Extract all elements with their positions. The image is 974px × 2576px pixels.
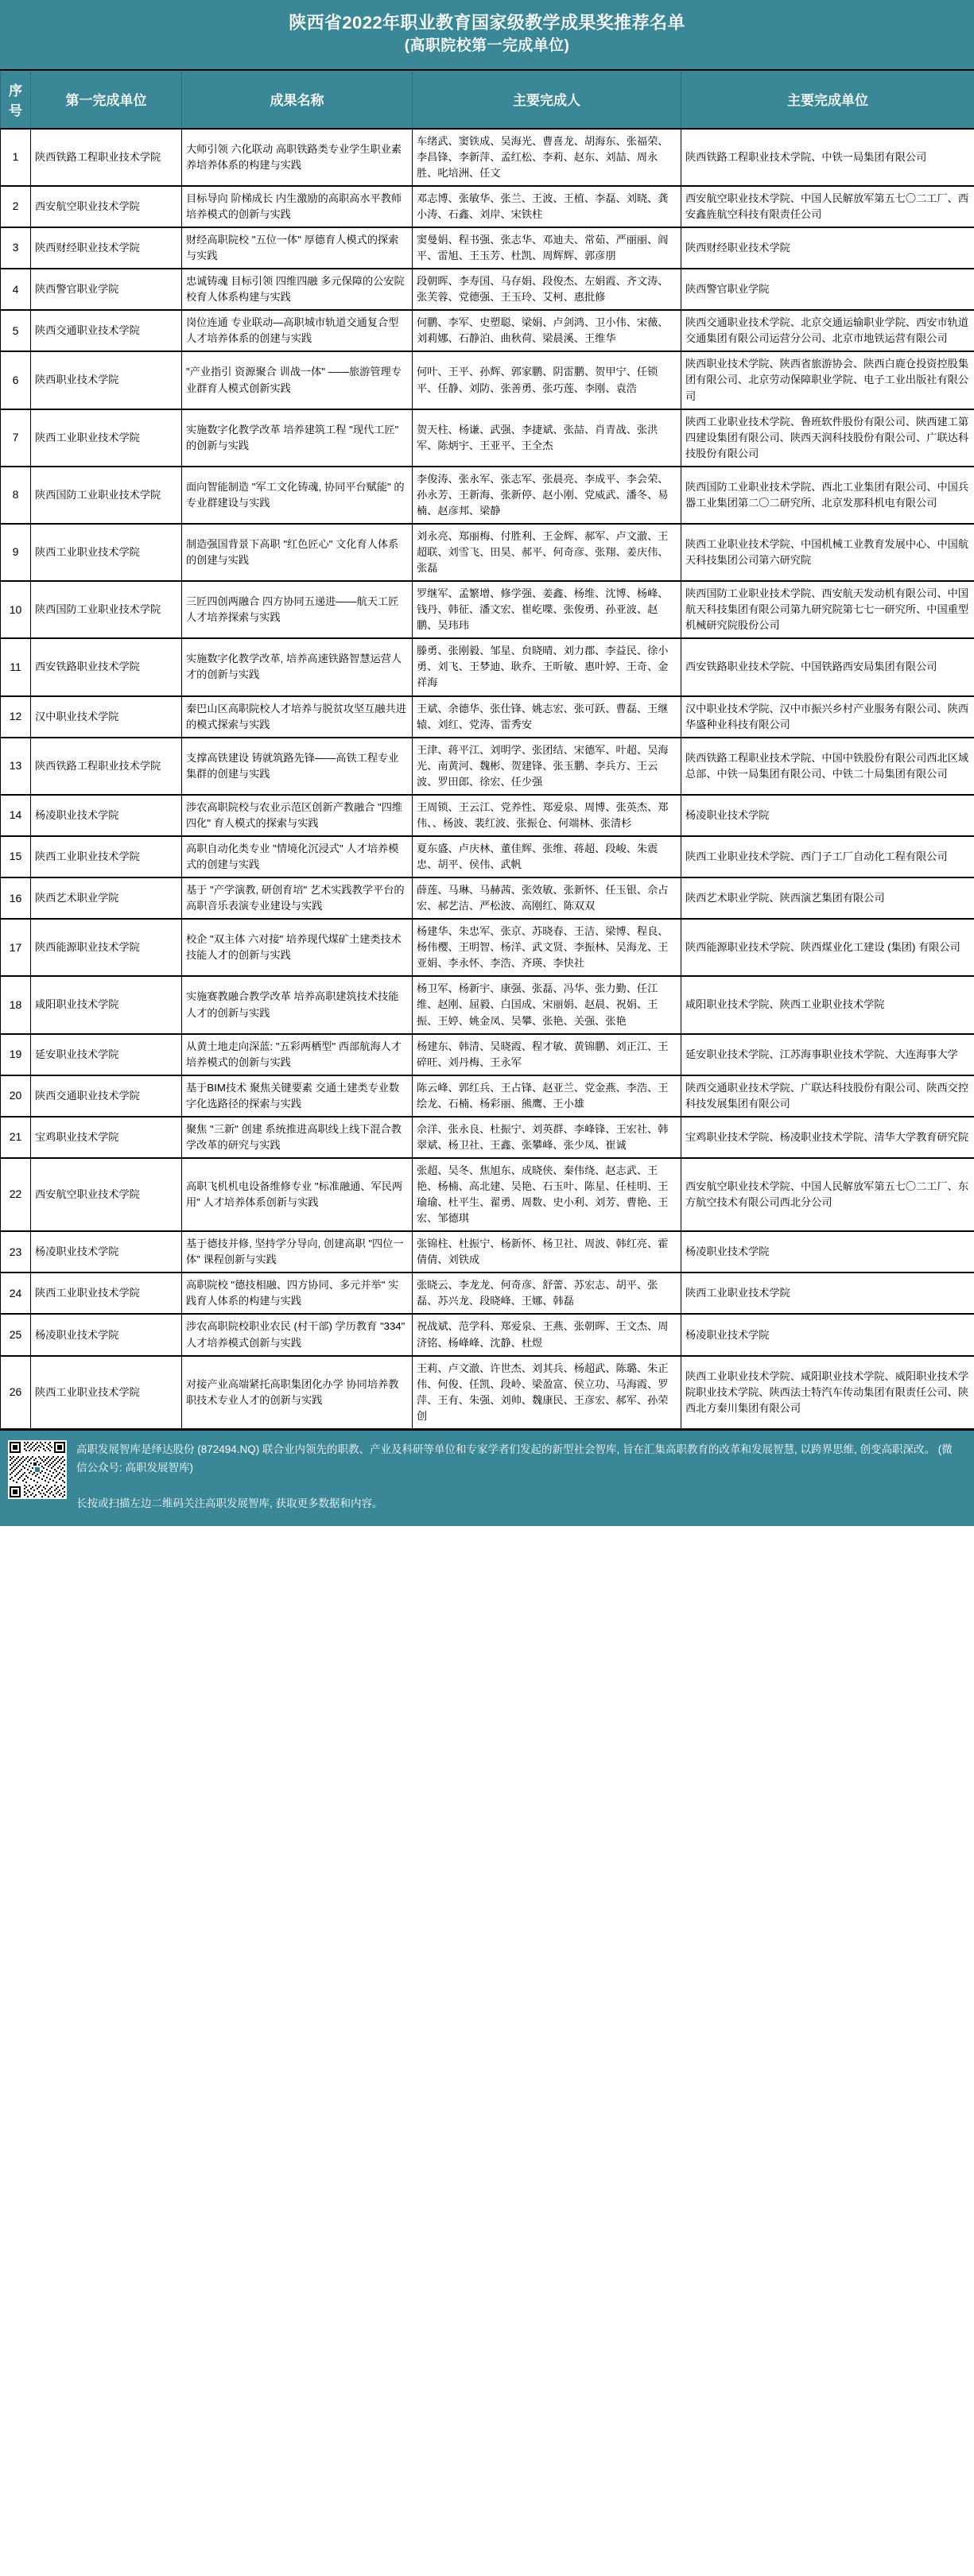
page-subtitle: (高职院校第一完成单位) [404, 37, 570, 55]
row-index: 11 [1, 638, 31, 695]
row-first-unit: 西安航空职业技术学院 [31, 1158, 182, 1231]
row-main-units: 陕西国防工业职业技术学院、西北工业集团有限公司、中国兵器工业集团第二〇二研究所、北京发那科机电有限公司 [681, 467, 974, 524]
table-row [1, 524, 974, 581]
row-main-people: 杨卫军、杨新宇、康强、张磊、冯华、张力勤、任江维、赵刚、屈毅、白国成、宋丽娟、赵晨、祝娟、王振、王婷、姚金凤、吴攀、张艳、关强、张艳 [413, 976, 681, 1033]
row-achievement-name: 高职自动化类专业 "情境化沉浸式" 人才培养模式的创建与实践 [182, 836, 413, 877]
row-achievement-name: 涉农高职院校与农业示范区创新产教融合 "四维四化" 育人模式的探索与实践 [182, 795, 413, 836]
row-index: 7 [1, 409, 31, 467]
recommendation-table [0, 71, 974, 1429]
row-main-units: 陕西工业职业技术学院、鲁班软件股份有限公司、陕西建工第四建设集团有限公司、陕西天润科技股份有限公司、广联达科技股份有限公司 [681, 409, 974, 467]
table-row [1, 269, 974, 310]
row-main-people: 段朝晖、李寿国、马存娟、段俊杰、左娟霞、齐文涛、张芙蓉、党德强、王玉玲、艾柯、惠批修 [413, 269, 681, 310]
row-main-units: 杨凌职业技术学院 [681, 1231, 974, 1273]
row-main-people: 杨建东、韩清、吴晓霞、程才敏、黄锦鹏、刘正江、王碎旺、刘丹梅、王永军 [413, 1034, 681, 1075]
row-index: 17 [1, 919, 31, 976]
table-row [1, 836, 974, 877]
row-index: 1 [1, 129, 31, 186]
row-main-units: 陕西警官职业学院 [681, 269, 974, 310]
row-main-people: 滕勇、张刚毅、邹星、贠晓晴、刘力郡、李益民、徐小勇、刘飞、王梦迪、耿乔、王昕敏、惠叶婷、王奇、金祥海 [413, 638, 681, 695]
page-title: 陕西省2022年职业教育国家级教学成果奖推荐名单 [289, 13, 685, 33]
row-first-unit: 汉中职业技术学院 [31, 696, 182, 738]
row-main-people: 陈云峰、郭红兵、王占锋、赵亚兰、党金燕、李浩、王绘龙、石楠、杨彩丽、熊鹰、王小雄 [413, 1075, 681, 1117]
column-header-main-units: 主要完成单位 [681, 71, 974, 129]
row-index: 6 [1, 351, 31, 409]
table-row [1, 1117, 974, 1158]
row-first-unit: 宝鸡职业技术学院 [31, 1117, 182, 1158]
row-achievement-name: 目标导向 阶梯成长 内生激励的高职高水平教师培养模式的创新与实践 [182, 186, 413, 227]
row-main-units: 宝鸡职业技术学院、杨凌职业技术学院、清华大学教育研究院 [681, 1117, 974, 1158]
column-header-main-people: 主要完成人 [413, 71, 681, 129]
row-main-people: 王斌、余德华、张仕锋、姚志宏、张可跃、曹磊、王继辕、刘红、党涛、雷秀安 [413, 696, 681, 738]
row-achievement-name: 三匠四创两融合 四方协同五递进——航天工匠人才培养探索与实践 [182, 581, 413, 638]
row-index: 8 [1, 467, 31, 524]
row-first-unit: 陕西交通职业技术学院 [31, 1075, 182, 1117]
row-main-people: 薛莲、马琳、马赫茜、张效敏、张新怀、任玉银、佘占宏、郝艺洁、严松波、高刚红、陈双双 [413, 877, 681, 919]
row-achievement-name: 高职飞机机电设备维修专业 "标准融通、军民两用" 人才培养体系创新与实践 [182, 1158, 413, 1231]
table-row [1, 129, 974, 186]
table-row [1, 1158, 974, 1231]
row-achievement-name: 财经高职院校 "五位一体" 厚德育人模式的探索与实践 [182, 227, 413, 269]
row-achievement-name: 制造强国背景下高职 "红色匠心" 文化育人体系的创建与实践 [182, 524, 413, 581]
row-main-units: 陕西能源职业技术学院、陕西煤业化工建设 (集团) 有限公司 [681, 919, 974, 976]
row-main-people: 邓志博、张敏华、张兰、王波、王植、李磊、刘晓、龚小涛、石鑫、刘岸、宋铁柱 [413, 186, 681, 227]
column-header-achievement-name: 成果名称 [182, 71, 413, 129]
row-achievement-name: 基于德技并修, 坚持学分导向, 创建高职 "四位一体" 课程创新与实践 [182, 1231, 413, 1273]
table-row [1, 738, 974, 795]
row-achievement-name: 忠诚铸魂 目标引领 四维四融 多元保障的公安院校育人体系构建与实践 [182, 269, 413, 310]
row-achievement-name: 校企 "双主体 六对接" 培养现代煤矿土建类技术技能人才的创新与实践 [182, 919, 413, 976]
row-main-people: 杨建华、朱忠军、张京、苏晓春、王洁、梁博、程良、杨伟樱、王明智、杨洋、武文贤、李振林、吴海龙、王亚娟、李永怀、李浩、齐瑛、李快社 [413, 919, 681, 976]
row-main-units: 陕西工业职业技术学院、西门子工厂自动化工程有限公司 [681, 836, 974, 877]
row-index: 19 [1, 1034, 31, 1075]
row-main-people: 夏东盛、卢庆林、董佳辉、张维、蒋超、段峻、朱震忠、胡平、侯伟、武帆 [413, 836, 681, 877]
table-row [1, 795, 974, 836]
row-first-unit: 陕西艺术职业学院 [31, 877, 182, 919]
row-index: 4 [1, 269, 31, 310]
row-achievement-name: 实施赛教融合教学改革 培养高职建筑技术技能人才的创新与实践 [182, 976, 413, 1033]
row-first-unit: 延安职业技术学院 [31, 1034, 182, 1075]
footer-paragraph-2: 长按或扫描左边二维码关注高职发展智库, 获取更多数据和内容。 [76, 1497, 383, 1510]
row-index: 20 [1, 1075, 31, 1117]
row-index: 3 [1, 227, 31, 269]
row-first-unit: 陕西警官职业学院 [31, 269, 182, 310]
table-header [1, 71, 974, 129]
row-first-unit: 陕西工业职业技术学院 [31, 1273, 182, 1314]
row-index: 10 [1, 581, 31, 638]
table-row [1, 1075, 974, 1117]
table-row [1, 186, 974, 227]
row-main-people: 王周锁、王云江、党养性、郑爱泉、周博、张英杰、郑伟、、杨波、裴红波、张振仓、何端林、张清杉 [413, 795, 681, 836]
footer-paragraph-1: 高职发展智库是绎达股份 (872494.NQ) 联合业内领先的职教、产业及科研等单位和专家学者们发起的新型社会智库, 旨在汇集高职教育的改革和发展智慧, 以跨界思维, 创变高职深改。 (微信公众号: 高职发展智库) [76, 1443, 953, 1474]
table-row [1, 351, 974, 409]
row-main-people: 王莉、卢文澈、许世杰、刘其兵、杨超武、陈璐、朱正伟、何俊、任凯、段岭、梁盈富、侯立功、马海霞、罗萍、王有、朱强、刘帅、魏康民、王彦宏、郝军、孙荣创 [413, 1356, 681, 1429]
row-main-people: 刘永亮、郑丽梅、付胜利、王金辉、郝军、卢文澈、王超联、刘雪飞、田昊、郝平、何奇彦、张翔、姜庆伟、张磊 [413, 524, 681, 581]
row-first-unit: 陕西国防工业职业技术学院 [31, 581, 182, 638]
row-achievement-name: 聚焦 "三新" 创建 系统推进高职线上线下混合教学改革的研究与实践 [182, 1117, 413, 1158]
row-main-people: 王津、蒋平江、刘明学、张团结、宋德军、叶超、吴海光、南黄河、魏彬、贺建锋、张玉鹏、李兵方、王云波、罗田郎、徐宏、任少强 [413, 738, 681, 795]
row-first-unit: 陕西财经职业技术学院 [31, 227, 182, 269]
row-index: 22 [1, 1158, 31, 1231]
table-row [1, 227, 974, 269]
row-main-units: 陕西职业技术学院、陕西省旅游协会、陕西白鹿仓投资控股集团有限公司、北京劳动保障职业学院、电子工业出版社有限公司 [681, 351, 974, 409]
row-index: 21 [1, 1117, 31, 1158]
row-main-units: 陕西财经职业技术学院 [681, 227, 974, 269]
table-row [1, 877, 974, 919]
row-main-units: 陕西工业职业技术学院 [681, 1273, 974, 1314]
row-index: 23 [1, 1231, 31, 1273]
row-first-unit: 杨凌职业技术学院 [31, 1314, 182, 1355]
table-row [1, 1273, 974, 1314]
row-achievement-name: 面向智能制造 "军工文化铸魂, 协同平台赋能" 的专业群建设与实践 [182, 467, 413, 524]
row-index: 14 [1, 795, 31, 836]
row-index: 13 [1, 738, 31, 795]
footer-text [76, 1440, 963, 1513]
row-main-people: 祝战斌、范学科、郑爱泉、王燕、张朝晖、王文杰、周济铭、杨峰峰、沈静、杜煜 [413, 1314, 681, 1355]
column-header-index: 序号 [1, 71, 31, 129]
row-achievement-name: 高职院校 "德技相融、四方协同、多元并举" 实践育人体系的构建与实践 [182, 1273, 413, 1314]
row-index: 24 [1, 1273, 31, 1314]
table-row [1, 638, 974, 695]
table-body [1, 129, 974, 1429]
row-index: 9 [1, 524, 31, 581]
row-achievement-name: 从黄土地走向深蓝: "五彩两栖型" 西部航海人才培养模式的创新与实践 [182, 1034, 413, 1075]
table-row [1, 467, 974, 524]
row-first-unit: 陕西工业职业技术学院 [31, 1356, 182, 1429]
table-row [1, 310, 974, 351]
row-main-units: 陕西铁路工程职业技术学院、中国中铁股份有限公司西北区域总部、中铁一局集团有限公司、中铁二十局集团有限公司 [681, 738, 974, 795]
row-main-people: 窦曼娟、程书强、张志华、邓迪夫、常茹、严丽丽、阎平、雷旭、王玉芳、杜凯、周辉辉、郭彦朋 [413, 227, 681, 269]
row-achievement-name: 支撑高铁建设 铸就筑路先锋——高铁工程专业集群的创建与实践 [182, 738, 413, 795]
row-main-units: 陕西国防工业职业技术学院、西安航天发动机有限公司、中国航天科技集团有限公司第九研究院第七七一研究所、中国重型机械研究院股份公司 [681, 581, 974, 638]
table-row [1, 1314, 974, 1355]
qr-code-icon [8, 1440, 67, 1499]
row-main-units: 杨凌职业技术学院 [681, 1314, 974, 1355]
row-achievement-name: 涉农高职院校职业农民 (村干部) 学历教育 "334" 人才培养模式创新与实践 [182, 1314, 413, 1355]
table-row [1, 581, 974, 638]
table-row [1, 919, 974, 976]
table-header-row [1, 71, 974, 129]
row-achievement-name: "产业指引 资源聚合 训战一体" ——旅游管理专业群育人模式创新实践 [182, 351, 413, 409]
row-main-units: 杨凌职业技术学院 [681, 795, 974, 836]
row-achievement-name: 秦巴山区高职院校人才培养与脱贫攻坚互融共进的模式探索与实践 [182, 696, 413, 738]
row-achievement-name: 对接产业高端紧托高职集团化办学 协同培养教职技术专业人才的创新与实践 [182, 1356, 413, 1429]
row-main-people: 张超、吴冬、焦旭东、成晓侠、秦伟绕、赵志武、王艳、杨楠、高北建、吴艳、石玉叶、陈星、任桂明、王瑜瑜、杜平生、翟勇、周数、史小利、刘芳、曹艳、王宏、邹德琪 [413, 1158, 681, 1231]
row-main-people: 车绪武、窦铁成、吴海光、曹喜龙、胡海东、张福荣、李昌锋、李新萍、孟红松、李莉、赵东、刘喆、周永胜、叱培洲、任文 [413, 129, 681, 186]
row-main-people: 何叶、王平、孙辉、郭家鹏、阴雷鹏、贺甲宁、任锁平、任静、刘防、张善勇、张巧莲、李刚、袁浩 [413, 351, 681, 409]
row-first-unit: 西安航空职业技术学院 [31, 186, 182, 227]
row-main-people: 李俊涛、张永军、张志军、张晨亮、李成平、李会荣、孙永芳、王新海、张新停、赵小刚、党威武、潘冬、易楠、赵彦邦、梁静 [413, 467, 681, 524]
row-index: 16 [1, 877, 31, 919]
row-index: 2 [1, 186, 31, 227]
table-row [1, 976, 974, 1033]
row-index: 15 [1, 836, 31, 877]
page-title-banner [0, 0, 974, 71]
row-main-people: 张锦柱、杜振宁、杨新怀、杨卫社、周波、韩红亮、霍倩倩、刘铁成 [413, 1231, 681, 1273]
row-achievement-name: 实施数字化教学改革 培养建筑工程 "现代工匠" 的创新与实践 [182, 409, 413, 467]
row-first-unit: 西安铁路职业技术学院 [31, 638, 182, 695]
row-main-units: 陕西艺术职业学院、陕西演艺集团有限公司 [681, 877, 974, 919]
table-row [1, 1034, 974, 1075]
row-achievement-name: 基于BIM技术 聚焦关键要素 交通土建类专业数字化选路径的探索与实践 [182, 1075, 413, 1117]
column-header-first-unit: 第一完成单位 [31, 71, 182, 129]
table-row [1, 696, 974, 738]
row-main-units: 延安职业技术学院、江苏海事职业技术学院、大连海事大学 [681, 1034, 974, 1075]
row-main-units: 西安航空职业技术学院、中国人民解放军第五七〇二工厂、东方航空技术有限公司西北分公司 [681, 1158, 974, 1231]
row-main-units: 汉中职业技术学院、汉中市振兴乡村产业服务有限公司、陕西华盛种业科技有限公司 [681, 696, 974, 738]
row-achievement-name: 大师引领 六化联动 高职铁路类专业学生职业素养培养体系的构建与实践 [182, 129, 413, 186]
row-main-units: 西安铁路职业技术学院、中国铁路西安局集团有限公司 [681, 638, 974, 695]
row-main-units: 陕西交通职业技术学院、北京交通运输职业学院、西安市轨道交通集团有限公司运营分公司、北京市地铁运营有限公司 [681, 310, 974, 351]
row-first-unit: 杨凌职业技术学院 [31, 795, 182, 836]
row-index: 18 [1, 976, 31, 1033]
row-index: 26 [1, 1356, 31, 1429]
table-row [1, 1356, 974, 1429]
row-main-units: 陕西交通职业技术学院、广联达科技股份有限公司、陕西交控科技发展集团有限公司 [681, 1075, 974, 1117]
table-row [1, 409, 974, 467]
row-first-unit: 杨凌职业技术学院 [31, 1231, 182, 1273]
row-achievement-name: 实施数字化教学改革, 培养高速铁路智慧运营人才的创新与实践 [182, 638, 413, 695]
row-achievement-name: 岗位连通 专业联动—高职城市轨道交通复合型人才培养体系的创建与实践 [182, 310, 413, 351]
row-main-units: 陕西铁路工程职业技术学院、中铁一局集团有限公司 [681, 129, 974, 186]
footer-banner [0, 1429, 974, 1526]
row-first-unit: 陕西工业职业技术学院 [31, 524, 182, 581]
row-main-people: 佘洋、张永良、杜振宁、刘英群、李峰锋、王宏社、韩翠斌、杨卫社、王鑫、张攀峰、张少凤、崔诚 [413, 1117, 681, 1158]
row-first-unit: 陕西铁路工程职业技术学院 [31, 129, 182, 186]
row-main-people: 何鹏、李军、史塑聪、梁娟、卢剑鸿、卫小伟、宋薇、刘莉娜、石静泊、曲秋荷、梁晨溪、王维华 [413, 310, 681, 351]
row-first-unit: 陕西职业技术学院 [31, 351, 182, 409]
row-main-units: 陕西工业职业技术学院、中国机械工业教育发展中心、中国航天科技集团公司第六研究院 [681, 524, 974, 581]
row-first-unit: 陕西国防工业职业技术学院 [31, 467, 182, 524]
row-achievement-name: 基于 "产学演教, 研创育培" 艺术实践教学平台的高职音乐表演专业建设与实践 [182, 877, 413, 919]
row-main-units: 西安航空职业技术学院、中国人民解放军第五七〇二工厂、西安鑫旌航空科技有限责任公司 [681, 186, 974, 227]
row-main-people: 贺天柱、杨谦、武强、李捷斌、张喆、肖青战、张洪军、陈炳宇、王亚平、王全杰 [413, 409, 681, 467]
row-main-units: 陕西工业职业技术学院、咸阳职业技术学院、威阳职业技术学院职业技术学院、陕西法士特汽车传动集团有限责任公司、陕西北方秦川集团有限公司 [681, 1356, 974, 1429]
row-first-unit: 陕西能源职业技术学院 [31, 919, 182, 976]
row-first-unit: 咸阳职业技术学院 [31, 976, 182, 1033]
table-row [1, 1231, 974, 1273]
row-main-people: 罗继军、孟繁增、修学强、姜鑫、杨维、沈博、杨峰、钱丹、韩征、潘文宏、崔屹喋、张俊勇、孙亚波、赵鹏、吴玮玮 [413, 581, 681, 638]
row-index: 12 [1, 696, 31, 738]
row-main-units: 咸阳职业技术学院、陕西工业职业技术学院 [681, 976, 974, 1033]
row-index: 5 [1, 310, 31, 351]
row-first-unit: 陕西铁路工程职业技术学院 [31, 738, 182, 795]
row-first-unit: 陕西工业职业技术学院 [31, 836, 182, 877]
row-index: 25 [1, 1314, 31, 1355]
row-first-unit: 陕西工业职业技术学院 [31, 409, 182, 467]
row-main-people: 张晓云、李龙龙、何奇彦、舒蕾、苏宏志、胡平、张磊、苏兴龙、段晓峰、王娜、韩磊 [413, 1273, 681, 1314]
row-first-unit: 陕西交通职业技术学院 [31, 310, 182, 351]
